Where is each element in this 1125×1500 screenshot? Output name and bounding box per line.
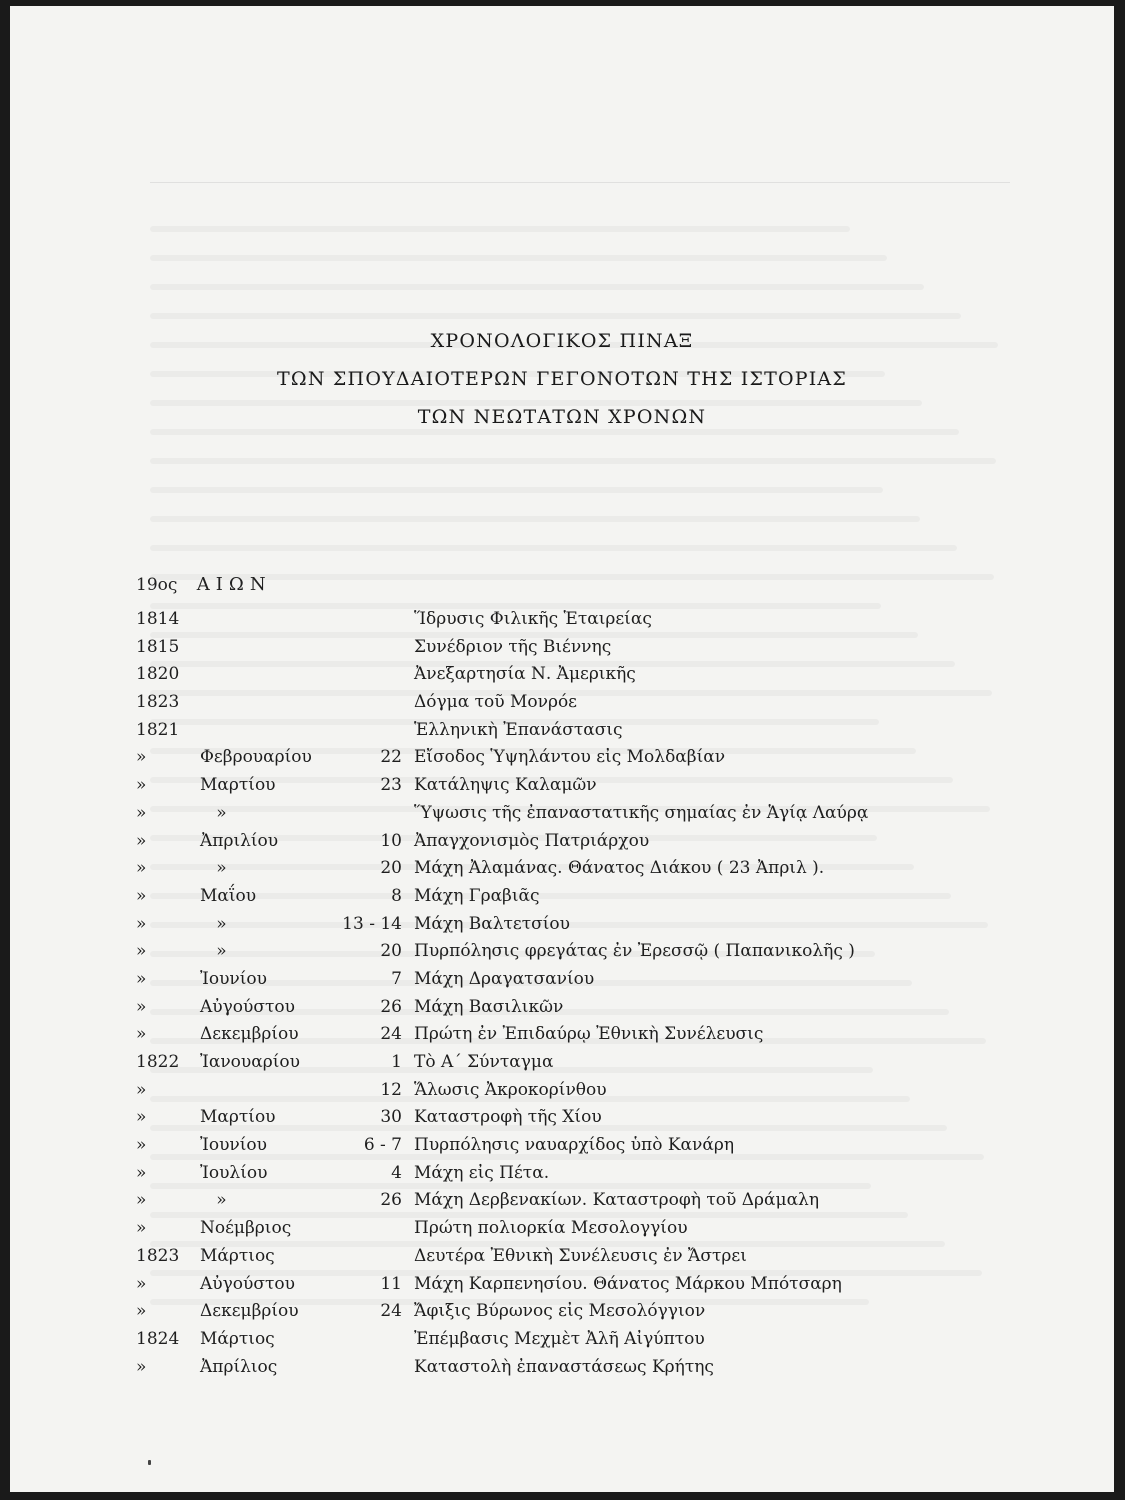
entry-event: Ἐπέμβασις Μεχμὲτ Ἀλῆ Αἰγύπτου: [414, 1328, 705, 1349]
entry-year: »: [136, 941, 147, 962]
entry-day: 1: [391, 1052, 402, 1072]
century-word: ΑΙΩΝ: [196, 574, 272, 595]
entry-day: 20: [380, 858, 402, 879]
entry-month: Ἀπριλίου: [200, 830, 279, 851]
table-row: [10, 689, 1114, 717]
entry-year: 1823: [136, 1245, 180, 1266]
entry-event: Ἵδρυσις Φιλικῆς Ἑταιρείας: [414, 609, 652, 629]
entry-year: 1824: [136, 1328, 180, 1349]
entry-month: Αὐγούστου: [200, 996, 295, 1017]
entry-event: Μάχη Δραγατσανίου: [414, 968, 595, 989]
entry-month: Ἰουνίου: [200, 968, 267, 989]
entry-year: »: [136, 1024, 147, 1045]
table-row: [10, 1271, 1114, 1299]
entry-day: 30: [380, 1107, 402, 1128]
document-page: [10, 6, 1114, 1492]
entry-month: Δεκεμβρίου: [200, 1024, 299, 1045]
entry-year: »: [136, 775, 147, 796]
entry-event: Μάχη Βαλτετσίου: [414, 913, 570, 934]
entry-year: »: [136, 1218, 147, 1239]
table-row: [10, 1215, 1114, 1243]
table-row: [10, 1326, 1114, 1354]
table-row: [10, 1187, 1114, 1215]
table-row: [10, 800, 1114, 828]
entry-day: 4: [391, 1162, 402, 1183]
entry-event: Ὕψωσις τῆς ἐπαναστατικῆς σημαίας ἐν Ἁγίᾳ Λαύρᾳ: [414, 802, 869, 823]
entry-day: 23: [380, 775, 402, 796]
entry-event: Πυρπόλησις ναυαρχίδος ὑπὸ Κανάρη: [414, 1135, 735, 1156]
century-heading: [136, 574, 272, 595]
century-label: 19ος: [136, 575, 178, 595]
entry-day: 26: [380, 996, 402, 1017]
entry-event: Πρώτη ἐν Ἐπιδαύρῳ Ἐθνικὴ Συνέλευσις: [414, 1024, 764, 1045]
entry-month: »: [200, 941, 227, 962]
entry-event: Μάχη Γραβιᾶς: [414, 885, 540, 906]
entry-year: »: [136, 1301, 147, 1322]
table-row: [10, 1021, 1114, 1049]
entry-year: »: [136, 747, 147, 768]
entry-event: Δόγμα τοῦ Μονρόε: [414, 692, 577, 713]
entry-event: Πυρπόλησις φρεγάτας ἐν Ἐρεσσῷ ( Παπανικολῆς ): [414, 941, 855, 962]
table-row: [10, 606, 1114, 634]
table-row: [10, 938, 1114, 966]
table-row: [10, 744, 1114, 772]
entry-event: Μάχη Καρπενησίου. Θάνατος Μάρκου Μπότσαρη: [414, 1273, 842, 1294]
entry-year: 1815: [136, 636, 180, 657]
entry-year: »: [136, 885, 147, 906]
entry-year: 1821: [136, 719, 180, 740]
entry-year: »: [136, 802, 147, 823]
table-row: [10, 855, 1114, 883]
entry-event: Πρώτη πολιορκία Μεσολογγίου: [414, 1218, 688, 1239]
table-row: [10, 717, 1114, 745]
table-row: [10, 883, 1114, 911]
entry-month: Αὐγούστου: [200, 1273, 295, 1294]
table-row: [10, 828, 1114, 856]
entry-year: »: [136, 1190, 147, 1211]
table-row: [10, 1354, 1114, 1382]
entry-year: »: [136, 1162, 147, 1183]
entry-month: Δεκεμβρίου: [200, 1301, 299, 1322]
entry-month: Νοέμβριος: [200, 1218, 292, 1239]
entry-day: 6 - 7: [363, 1135, 402, 1156]
entry-year: »: [136, 1107, 147, 1128]
entry-month: »: [200, 802, 227, 823]
entry-event: Καταστροφὴ τῆς Χίου: [414, 1107, 602, 1128]
entry-event: Μάχη Ἀλαμάνας. Θάνατος Διάκου ( 23 Ἀπριλ ).: [414, 858, 825, 879]
table-row: [10, 1049, 1114, 1077]
entry-event: Μάχη Δερβενακίων. Καταστροφὴ τοῦ Δράμαλη: [414, 1190, 820, 1211]
entry-day: 8: [391, 885, 402, 906]
table-row: [10, 911, 1114, 939]
entry-month: »: [200, 858, 227, 879]
entry-month: Ἰανουαρίου: [200, 1052, 300, 1072]
entry-event: Ἀπαγχονισμὸς Πατριάρχου: [414, 830, 650, 851]
page-title-line-3: ΤΩΝ ΝΕΩΤΑΤΩΝ ΧΡΟΝΩΝ: [417, 406, 707, 428]
entry-month: Ἀπρίλιος: [200, 1356, 278, 1377]
table-row: [10, 1077, 1114, 1105]
entry-month: Μαρτίου: [200, 775, 276, 796]
entry-event: Καταστολὴ ἐπαναστάσεως Κρήτης: [414, 1356, 714, 1377]
table-row: [10, 994, 1114, 1022]
entry-year: »: [136, 830, 147, 851]
entry-event: Συνέδριον τῆς Βιέννης: [414, 636, 612, 657]
table-row: [10, 1243, 1114, 1271]
table-row: [10, 1160, 1114, 1188]
table-row: [10, 661, 1114, 689]
entry-day: 24: [380, 1301, 402, 1322]
entry-day: 12: [380, 1079, 402, 1100]
entry-year: »: [136, 858, 147, 879]
entry-event: Δευτέρα Ἐθνικὴ Συνέλευσις ἐν Ἄστρει: [414, 1245, 747, 1266]
entry-day: 20: [380, 941, 402, 962]
entry-event: Ἑλληνικὴ Ἐπανάστασις: [414, 719, 623, 740]
entry-event: Κατάληψις Καλαμῶν: [414, 775, 597, 796]
entry-month: Μάρτιος: [200, 1245, 275, 1266]
entry-year: 1814: [136, 609, 180, 629]
entry-day: 13 - 14: [342, 913, 402, 934]
table-row: [10, 1298, 1114, 1326]
print-speck: [148, 1460, 151, 1465]
chronology-table: [10, 606, 1114, 1381]
entry-event: Ἀνεξαρτησία Ν. Ἀμερικῆς: [414, 664, 636, 685]
entry-event: Τὸ Α΄ Σύνταγμα: [414, 1052, 554, 1072]
entry-day: 7: [391, 968, 402, 989]
entry-day: 24: [380, 1024, 402, 1045]
page-title-line-2: ΤΩΝ ΣΠΟΥΔΑΙΟΤΕΡΩΝ ΓΕΓΟΝΟΤΩΝ ΤΗΣ ΙΣΤΟΡΙΑΣ: [277, 368, 847, 390]
entry-event: Μάχη Βασιλικῶν: [414, 996, 564, 1017]
entry-month: Μαρτίου: [200, 1107, 276, 1128]
entry-year: »: [136, 996, 147, 1017]
entry-event: Εἴσοδος Ὑψηλάντου εἰς Μολδαβίαν: [414, 747, 726, 768]
entry-day: 11: [380, 1273, 402, 1294]
entry-year: »: [136, 968, 147, 989]
entry-month: »: [200, 1190, 227, 1211]
entry-month: Μάρτιος: [200, 1328, 275, 1349]
entry-event: Μάχη εἰς Πέτα.: [414, 1162, 550, 1183]
entry-year: »: [136, 1135, 147, 1156]
table-row: [10, 1132, 1114, 1160]
entry-month: Ἰουνίου: [200, 1135, 267, 1156]
entry-year: »: [136, 913, 147, 934]
entry-month: »: [200, 913, 227, 934]
table-row: [10, 1104, 1114, 1132]
table-row: [10, 772, 1114, 800]
entry-year: 1823: [136, 692, 180, 713]
entry-event: Ἅλωσις Ἀκροκορίνθου: [414, 1079, 607, 1100]
entry-month: Φεβρουαρίου: [200, 747, 312, 768]
entry-month: Ἰουλίου: [200, 1162, 268, 1183]
entry-year: 1820: [136, 664, 180, 685]
table-row: [10, 966, 1114, 994]
entry-year: »: [136, 1079, 147, 1100]
entry-day: 26: [380, 1190, 402, 1211]
page-title-line-1: ΧΡΟΝΟΛΟΓΙΚΟΣ ΠΙΝΑΞ: [430, 330, 694, 352]
entry-year: 1822: [136, 1052, 180, 1072]
entry-day: 10: [380, 830, 402, 851]
entry-year: »: [136, 1356, 147, 1377]
table-row: [10, 634, 1114, 662]
entry-month: Μαΐου: [200, 885, 257, 906]
entry-event: Ἄφιξις Βύρωνος εἰς Μεσολόγγιον: [414, 1301, 706, 1322]
entry-year: »: [136, 1273, 147, 1294]
entry-day: 22: [380, 747, 402, 768]
